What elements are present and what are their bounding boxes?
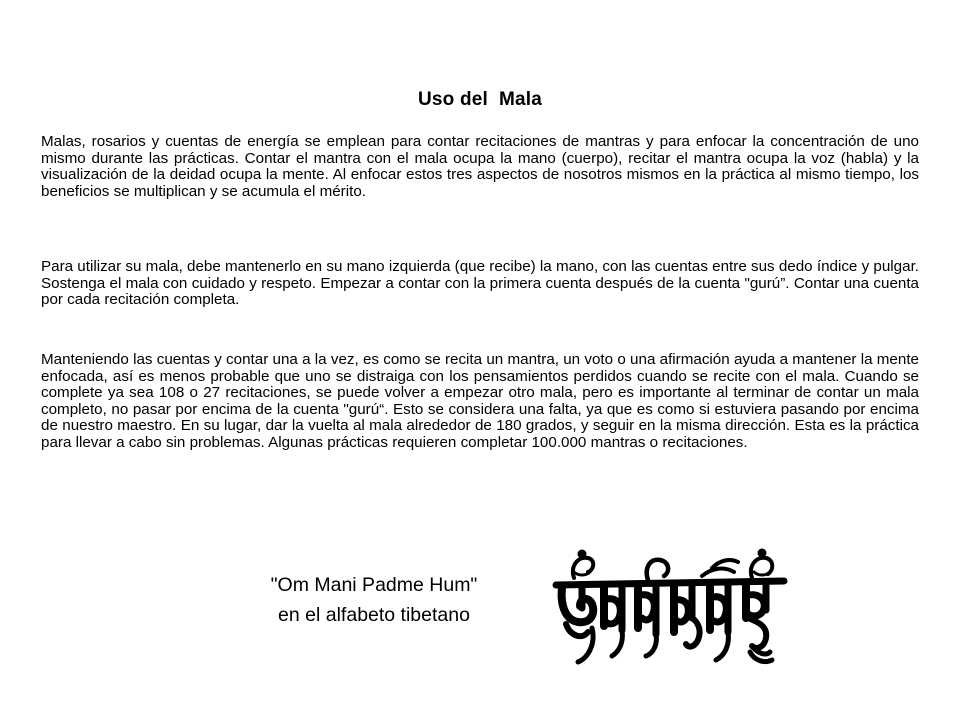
mantra-caption: "Om Mani Padme Hum": [270, 574, 478, 596]
alphabet-caption: en el alfabeto tibetano: [278, 604, 470, 626]
tibetan-mantra-image: [552, 548, 788, 668]
paragraph-1: Malas, rosarios y cuentas de energía se emplean para contar recitaciones de mantras y para enfocar la concentración de uno mismo durante las prácticas. Contar el mantra con el mala ocupa la mano (cuerpo), recitar el mantra ocupa la voz (habla) y la visualización de la deidad ocupa la mente. Al enfocar estos tres aspectos de nosotros mismos en la práctica al mismo tiempo, los beneficios se multiplican y se acumula el mérito.: [41, 133, 919, 200]
page-title: Uso del Mala: [417, 89, 543, 110]
paragraph-2: Para utilizar su mala, debe mantenerlo en su mano izquierda (que recibe) la mano, con las cuentas entre sus dedo índice y pulgar. Sostenga el mala con cuidado y respeto. Empezar a contar con la primera cuenta después de la cuenta "gurú”. Contar una cuenta por cada recitación completa.: [41, 258, 920, 309]
paragraph-3: Manteniendo las cuentas y contar una a la vez, es como se recita un mantra, un voto o una afirmación ayuda a mantener la mente enfocada, así es menos probable que uno se distraiga con los pensamientos perdidos cuando se recite con el mala. Cuando se complete ya sea 108 o 27 recitaciones, se puede volver a empezar otro mala, pero es importante al terminar de contar un mala completo, no pasar por encima de la cuenta "gurú“. Esto se considera una falta, ya que es como si estuviera pasando por encima de nuestro maestro. En su lugar, dar la vuelta al mala alrededor de 180 grados, y seguir en la misma dirección. Esta es la práctica para llevar a cabo sin problemas. Algunas prácticas requieren completar 100.000 mantras o recitaciones.: [41, 351, 919, 451]
